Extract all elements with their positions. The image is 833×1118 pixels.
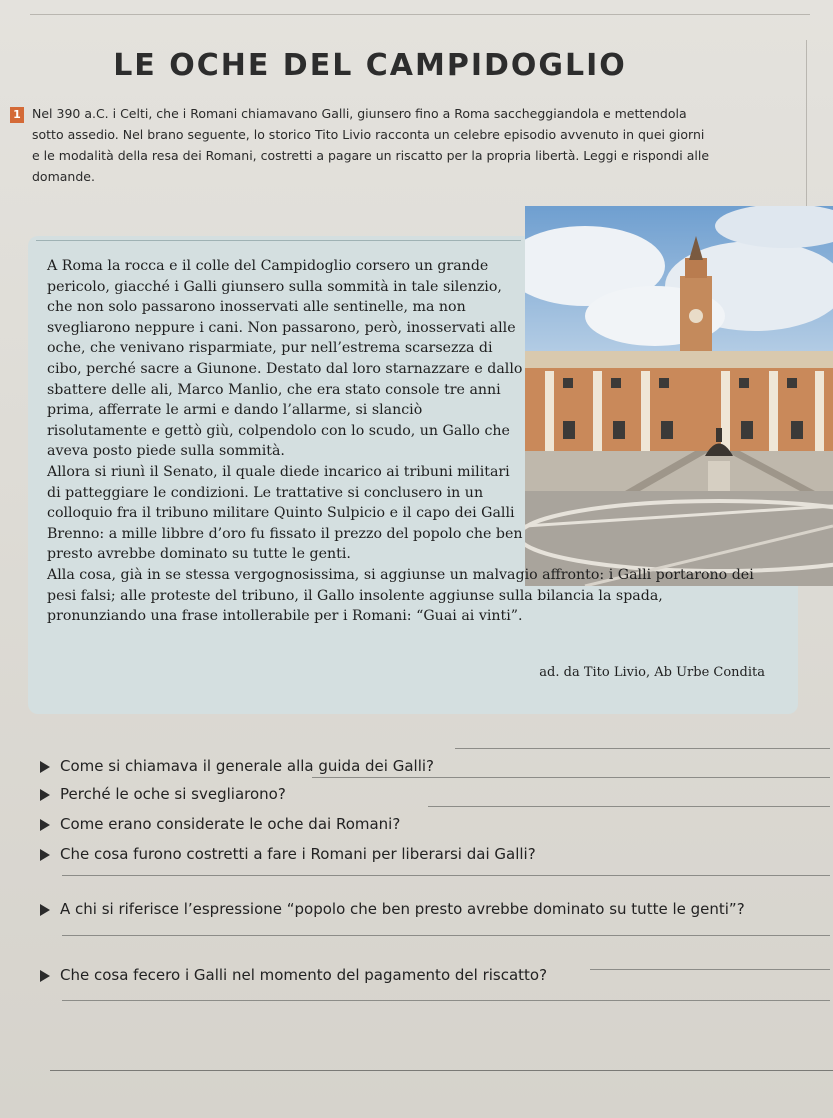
arrow-right-icon [40,904,50,916]
page-title: LE OCHE DEL CAMPIDOGLIO [113,48,627,83]
passage-paragraph-1: A Roma la rocca e il colle del Campidoglio corsero un grande pericolo, giacché i Galli giunsero sulla sommità in tale silenzio, che non solo passarono inosservati alle sentinelle, ma non svegliarono neppure i cani. Non passarono, però, inosservati alle oche, che venivano risparmiate, pur nell’estrema scarsezza di cibo, perché sacre a Giunone. Destato dal loro starnazzare e dallo sbattere delle ali, Marco Manlio, che era stato console tre anni prima, afferrate le armi e dando l’allarme, si slanciò risolutamente e gettò giù, colpendolo con lo scudo, un Gallo che aveva posto piede sulla sommità. [47,258,523,460]
question-5 [40,900,745,918]
answer-line-6b[interactable] [62,1000,830,1001]
arrow-right-icon [40,789,50,801]
question-text: Che cosa furono costretti a fare i Romani per liberarsi dai Galli? [60,845,536,863]
arrow-right-icon [40,849,50,861]
arrow-right-icon [40,970,50,982]
answer-line-5[interactable] [62,935,830,936]
passage-text [47,256,762,627]
arrow-right-icon [40,761,50,773]
top-divider [30,14,810,15]
right-divider [806,40,807,215]
answer-line-4[interactable] [62,875,830,876]
passage-source: ad. da Tito Livio, Ab Urbe Condita [539,665,765,680]
question-text: Perché le oche si svegliarono? [60,785,286,803]
answer-line-2[interactable] [312,777,830,778]
question-4 [40,845,536,863]
passage-paragraph-3: Alla cosa, già in se stessa vergognosissima, si aggiunse un malvagio affronto: i Galli portarono dei pesi falsi; alle proteste del tribuno, il Gallo insolente aggiunse sulla bilancia la spada, pronunziando una frase intollerabile per i Romani: “Guai ai vinti”. [47,566,754,625]
question-3 [40,815,400,833]
passage-paragraph-2: Allora si riunì il Senato, il quale diede incarico ai tribuni militari di patteggiare le condizioni. Le trattative si conclusero in un colloquio fra il tribuno militare Quinto Sulpicio e il capo dei Galli Brenno: a mille libbre d’oro fu fissato il prezzo del popolo che ben presto avrebbe dominato su tutte le genti. [47,463,523,563]
passage-top-line [36,240,521,241]
arrow-right-icon [40,819,50,831]
answer-line-1[interactable] [455,748,830,749]
question-text: Che cosa fecero i Galli nel momento del pagamento del riscatto? [60,966,548,984]
exercise-number-badge: 1 [10,107,24,123]
question-2 [40,785,286,803]
question-text: A chi si riferisce l’espressione “popolo che ben presto avrebbe dominato su tutte le genti”? [60,900,745,918]
bottom-divider [50,1070,833,1071]
answer-line-3[interactable] [428,806,830,807]
question-1 [40,757,434,775]
answer-line-6a[interactable] [590,969,830,970]
intro-text: Nel 390 a.C. i Celti, che i Romani chiamavano Galli, giunsero fino a Roma saccheggiandola e mettendola sotto assedio. Nel brano seguente, lo storico Tito Livio racconta un celebre episodio avvenuto in quei giorni e le modalità della resa dei Romani, costretti a pagare un riscatto per la propria libertà. Leggi e rispondi alle domande. [32,106,710,184]
question-text: Come si chiamava il generale alla guida dei Galli? [60,757,435,775]
question-6 [40,966,547,984]
question-text: Come erano considerate le oche dai Romani? [60,815,401,833]
